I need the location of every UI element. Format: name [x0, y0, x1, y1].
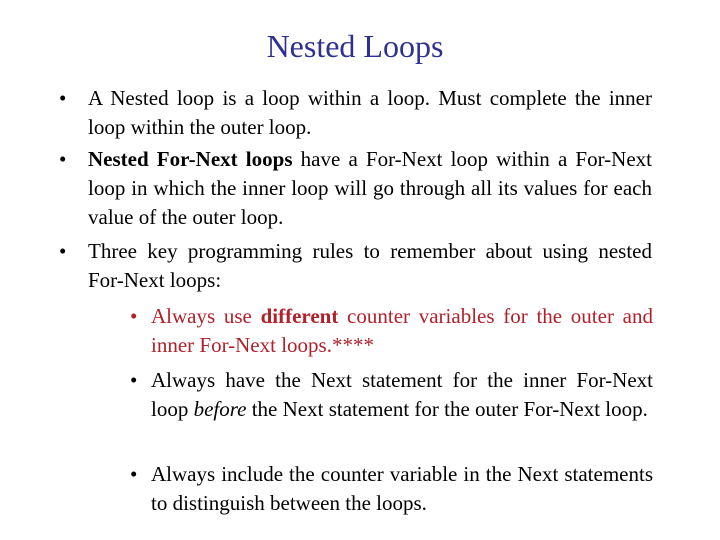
bold-term: different — [260, 304, 339, 328]
bullet-text: A Nested loop is a loop within a loop. Must complete the inner loop within the outer loop. — [88, 86, 652, 139]
bullet-dot-icon: • — [130, 368, 138, 392]
bullet-dot-icon: • — [130, 462, 138, 486]
bullet-dot-icon: • — [59, 86, 67, 110]
slide-title: Nested Loops — [266, 28, 444, 64]
bullet-dot-icon: • — [59, 239, 67, 263]
bullet-text: Three key programming rules to remember about using nested For-Next loops: — [88, 239, 652, 292]
rule-text: Always include the counter variable in the Next statements to distinguish between the loops. — [151, 462, 653, 515]
bullet-text: Nested For-Next loops have a For-Next loop within a For-Next loop in which the inner loop will go through all its values for each value of the outer loop. — [88, 147, 653, 229]
rule-text: Always have the Next statement for the inner For-Next loop before the Next statement for the outer For-Next loop. — [151, 368, 653, 421]
bold-term: Nested For-Next loops — [88, 147, 293, 171]
bullet-dot-icon: • — [59, 147, 67, 171]
rule-text: Always use different counter variables for the outer and inner For-Next loops.**** — [151, 304, 653, 357]
bullet-dot-icon: • — [130, 304, 138, 328]
italic-term: before — [193, 397, 247, 421]
